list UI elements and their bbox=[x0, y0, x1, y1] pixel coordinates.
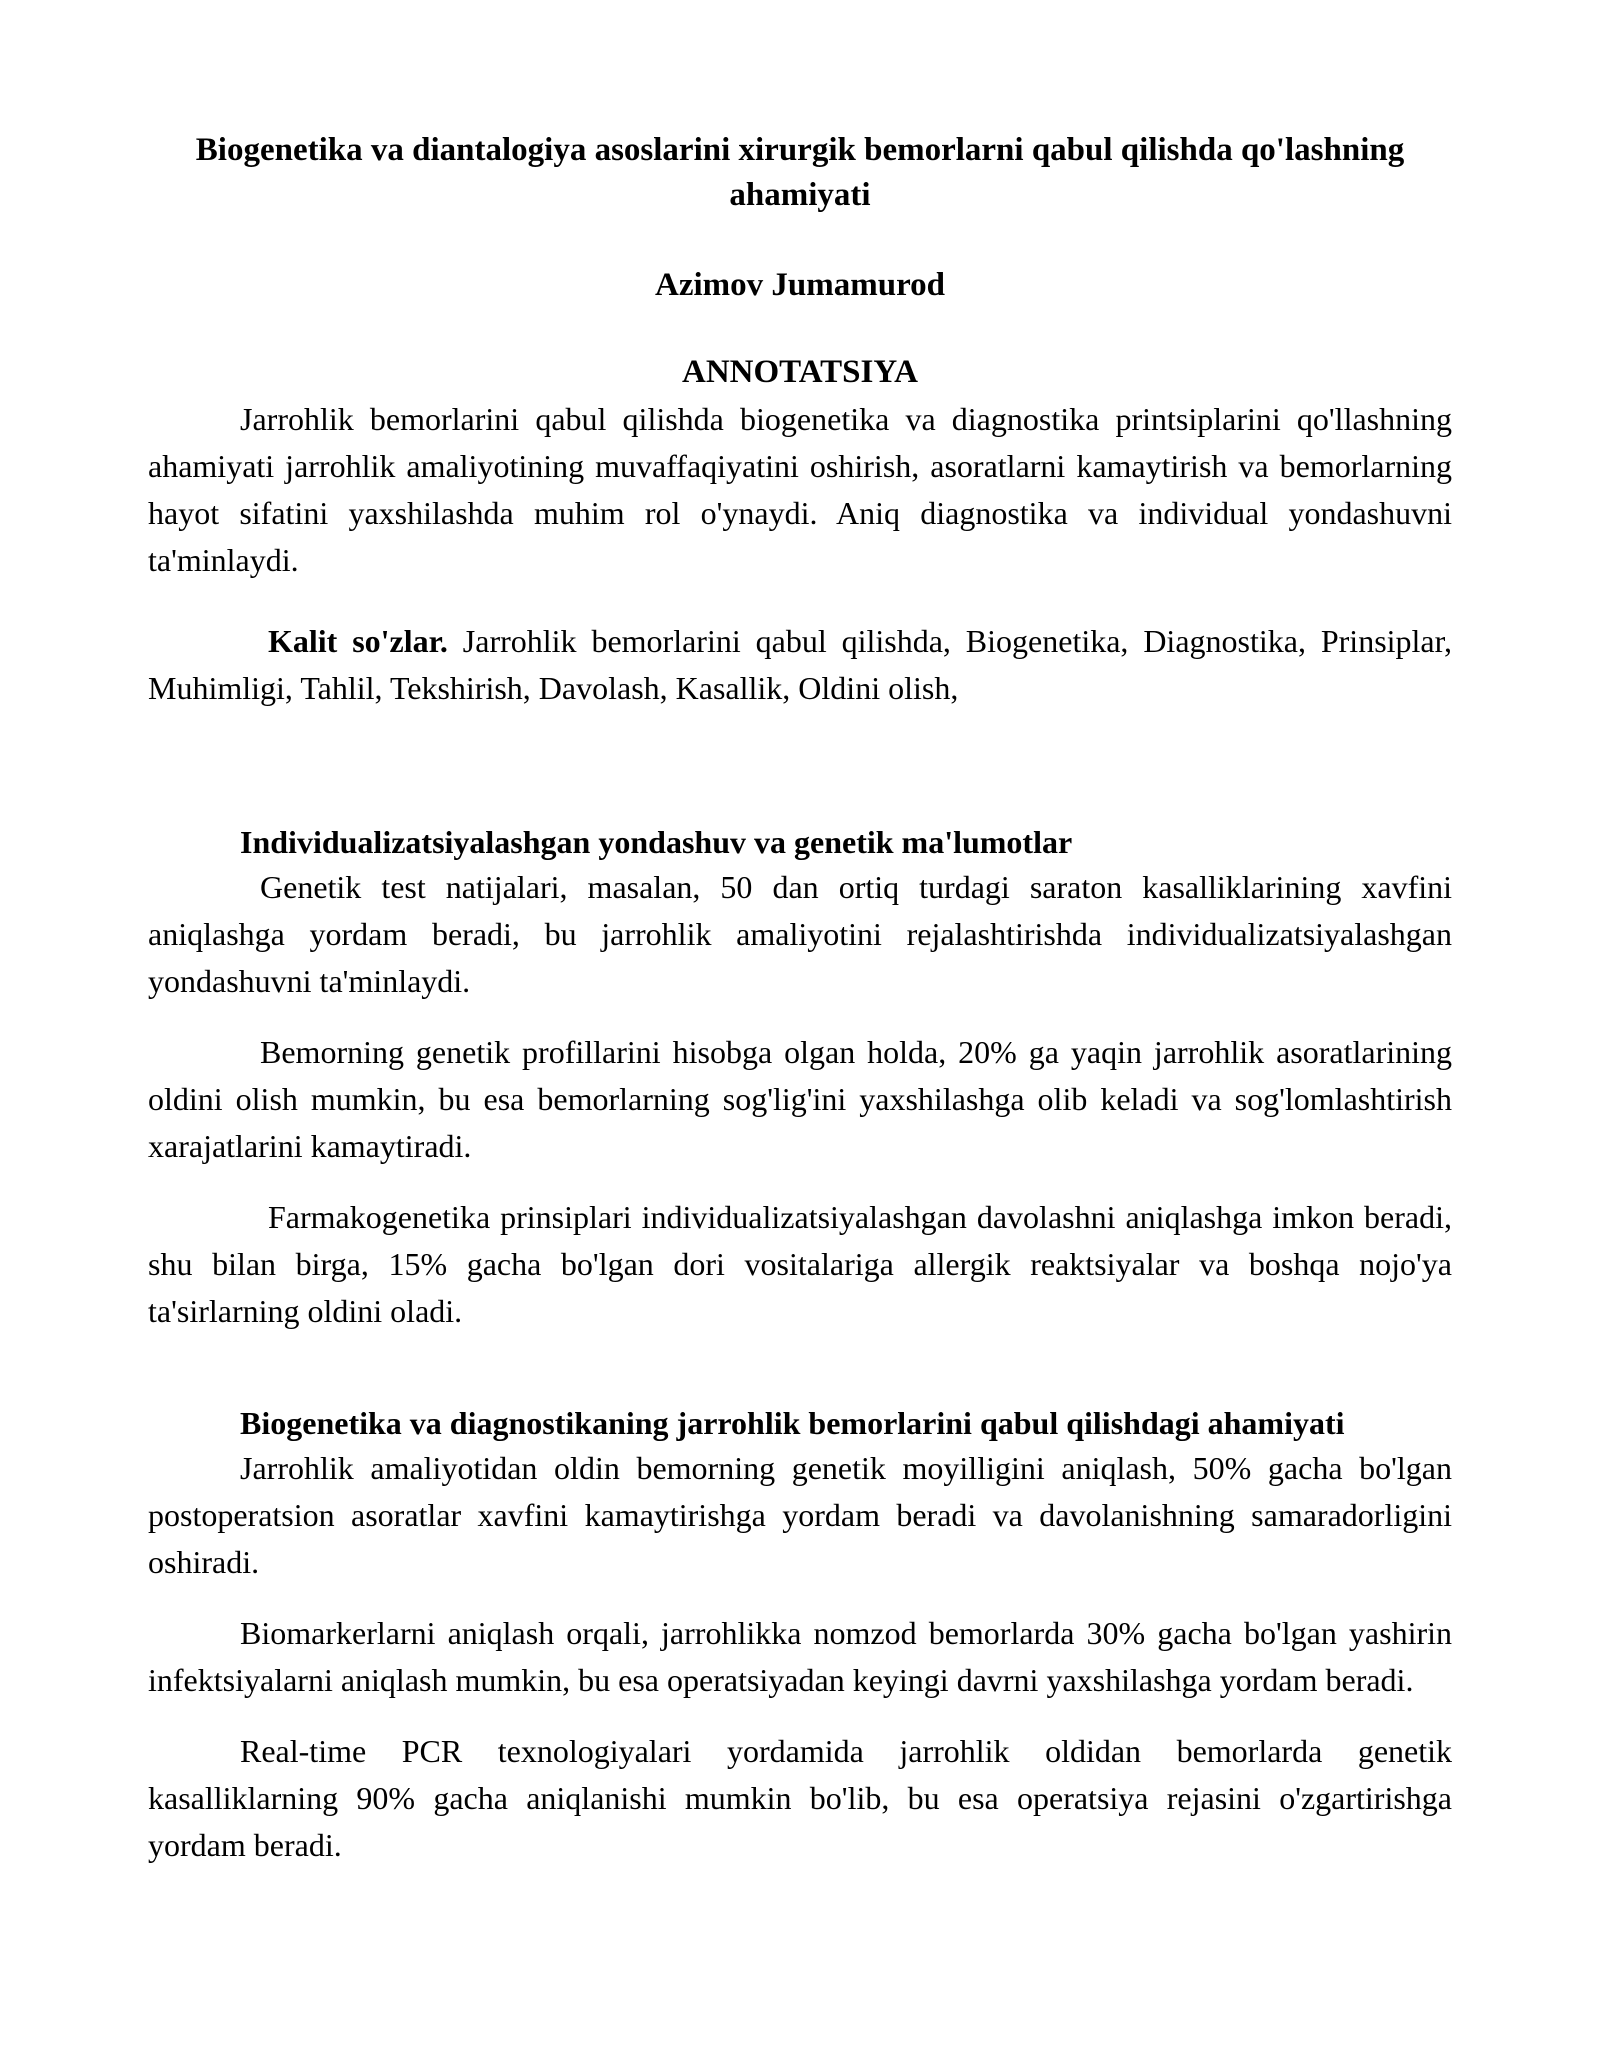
author-name: Azimov Jumamurod bbox=[655, 267, 945, 303]
document-page bbox=[148, 128, 1452, 1869]
section-paragraph: Bemorning genetik profillarini hisobga olgan holda, 20% ga yaqin jarrohlik asoratlarining oldini olish mumkin, bu esa bemorlarning sog'lig'ini yaxshilashga olib keladi va sog'lomlashtirish xarajatlarini kamaytiradi. bbox=[148, 1034, 1452, 1164]
keywords-paragraph bbox=[148, 618, 1452, 712]
section-heading: Biogenetika va diagnostikaning jarrohlik bemorlarini qabul qilishdagi ahamiyati bbox=[240, 1405, 1345, 1441]
keywords-text: Jarrohlik bemorlarini qabul qilishda, Biogenetika, Diagnostika, Prinsiplar, Muhimligi, Tahlil, Tekshirish, Davolash, Kasallik, Oldini olish, bbox=[148, 623, 1453, 706]
abstract-text: Jarrohlik bemorlarini qabul qilishda biogenetika va diagnostika printsiplarini qo'llashning ahamiyati jarrohlik amaliyotining muvaffaqiyatini oshirish, asoratlarni kamaytirish va bemorlarning hayot sifatini yaxshilashda muhim rol o'ynaydi. Aniq diagnostika va individual yondashuvni ta'minlaydi. bbox=[148, 401, 1452, 578]
paper-title: Biogenetika va diantalogiya asoslarini xirurgik bemorlarni qabul qilishda qo'lashning ahamiyati bbox=[195, 132, 1405, 213]
section-paragraph: Jarrohlik amaliyotidan oldin bemorning genetik moyilligini aniqlash, 50% gacha bo'lgan postoperatsion asoratlar xavfini kamaytirishga yordam beradi va davolanishning samaradorligini oshiradi. bbox=[148, 1450, 1452, 1580]
section-paragraph: Real-time PCR texnologiyalari yordamida jarrohlik oldidan bemorlarda genetik kasalliklarning 90% gacha aniqlanishi mumkin bo'lib, bu esa operatsiya rejasini o'zgartirishga yordam beradi. bbox=[148, 1733, 1452, 1863]
keywords-label: Kalit so'zlar. bbox=[268, 623, 448, 659]
section-paragraph: Genetik test natijalari, masalan, 50 dan ortiq turdagi saraton kasalliklarining xavfini aniqlashga yordam beradi, bu jarrohlik amaliyotini rejalashtirishda individualizatsiyalashgan yondashuvni ta'minlaydi. bbox=[148, 869, 1452, 999]
section-paragraph: Biomarkerlarni aniqlash orqali, jarrohlikka nomzod bemorlarda 30% gacha bo'lgan yashirin infektsiyalarni aniqlash mumkin, bu esa operatsiyadan keyingi davrni yaxshilashga yordam beradi. bbox=[148, 1615, 1452, 1698]
section-paragraph: Farmakogenetika prinsiplari individualizatsiyalashgan davolashni aniqlashga imkon beradi, shu bilan birga, 15% gacha bo'lgan dori vositalariga allergik reaktsiyalar va boshqa nojo'ya ta'sirlarning oldini oladi. bbox=[148, 1199, 1452, 1329]
section-heading: Individualizatsiyalashgan yondashuv va genetik ma'lumotlar bbox=[240, 824, 1073, 860]
abstract-heading: ANNOTATSIYA bbox=[682, 354, 918, 390]
